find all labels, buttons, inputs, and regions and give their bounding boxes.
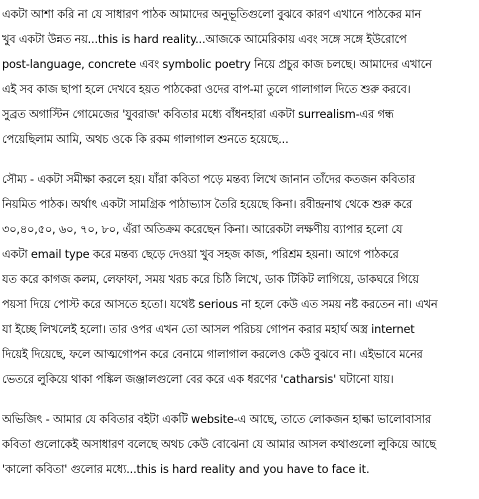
text-line: যা ইচ্ছে লিখলেই হলো। তার ওপর এখন তো আসল পরিচয় গোপন করার মহার্ঘ অস্ত্র internet [2, 323, 415, 336]
text-line: পেয়েছিলাম আমি, অথচ ওকে কি রকম গালাগাল শুনতে হয়েছে... [2, 133, 289, 146]
paragraph-3 [2, 407, 477, 482]
text-line: দিয়েই দিয়েছে, ফলে আত্মগোপন করে বেনামে গালাগাল করলেও কেউ বুঝবে না। এইভাবে মনের [2, 348, 423, 361]
text-line: অভিজিৎ - আমার যে কবিতার বইটা একটি website-এ আছে, তাতে লোকজন হাল্কা ভালোবাসার [2, 413, 431, 426]
paragraph-1 [2, 2, 477, 152]
text-line: ভেতরে লুকিয়ে থাকা পঙ্কিল জঞ্জালগুলো বের করে এক ধরণের 'catharsis' ঘটানো যায়। [2, 373, 394, 386]
text-line: একটা আশা করি না যে সাধারণ পাঠক আমাদের অনুভূতিগুলো বুঝবে কারণ এখানে পাঠকের মান [2, 8, 422, 21]
text-line: পয়সা দিয়ে পোস্ট করে আসতে হতো। যথেষ্ট serious না হলে কেউ এত সময় নষ্ট করতেন না। এখন [2, 298, 438, 311]
text-line: যত করে কাগজ কলম, লেফাফা, সময় খরচ করে চিঠি লিখে, ডাক টিকিট লাগিয়ে, ডাকঘরে গিয়ে [2, 273, 419, 286]
text-line: একটা email type করে মন্তব্য ছেড়ে দেওয়া খুব সহজ কাজ, পরিশ্রম হয়না। আগে পাঠকরে [2, 248, 399, 261]
text-line: কবিতা গুলোকেই অসাধারণ বলেছে অথচ কেউ বোঝেনা যে আমার আসল কথাগুলো লুকিয়ে আছে [2, 438, 436, 451]
document-body [2, 2, 477, 482]
text-line: এই সব কাজ ছাপা হলে দেখবে হয়ত পাঠকেরা ওদের বাপ-মা তুলে গালাগাল দিতে শুরু করবে। [2, 83, 411, 96]
text-line: post-language, concrete এবং symbolic poetry নিয়ে প্রচুর কাজ চলছে। আমাদের এখানে [2, 58, 432, 71]
text-line: খুব একটা উন্নত নয়...this is hard reality...আজকে আমেরিকায় এবং সঙ্গে সঙ্গে ইউরোপে [2, 33, 407, 46]
text-line: নিয়মিত পাঠক। অর্থাৎ একটা সামগ্রিক পাঠাভ্যাস তৈরি হয়েছে কিনা। রবীন্দ্রনাথ থেকে শুরু করে [2, 198, 413, 211]
paragraph-spacer [2, 392, 477, 407]
text-line: ৩০,৪০,৫০, ৬০, ৭০, ৮০, এঁরা অতিক্রম করেছেন কিনা। আরেকটা লক্ষণীয় ব্যাপার হলো যে [2, 223, 403, 236]
paragraph-2 [2, 167, 477, 392]
paragraph-spacer [2, 152, 477, 167]
text-line: সুব্রত অগাস্টিন গোমেজের 'যুবরাজ' কবিতার মধ্যে বাঁধনহারা একটা surrealism-এর গন্ধ [2, 108, 394, 121]
text-line: 'কালো কবিতা' গুলোর মধ্যে...this is hard reality and you have to face it. [2, 463, 370, 476]
text-line: সৌম্য - একটা সমীক্ষা করলে হয়। যাঁরা কবিতা পড়ে মন্তব্য লিখে জানান তাঁদের কতজন কবিতার [2, 173, 416, 186]
